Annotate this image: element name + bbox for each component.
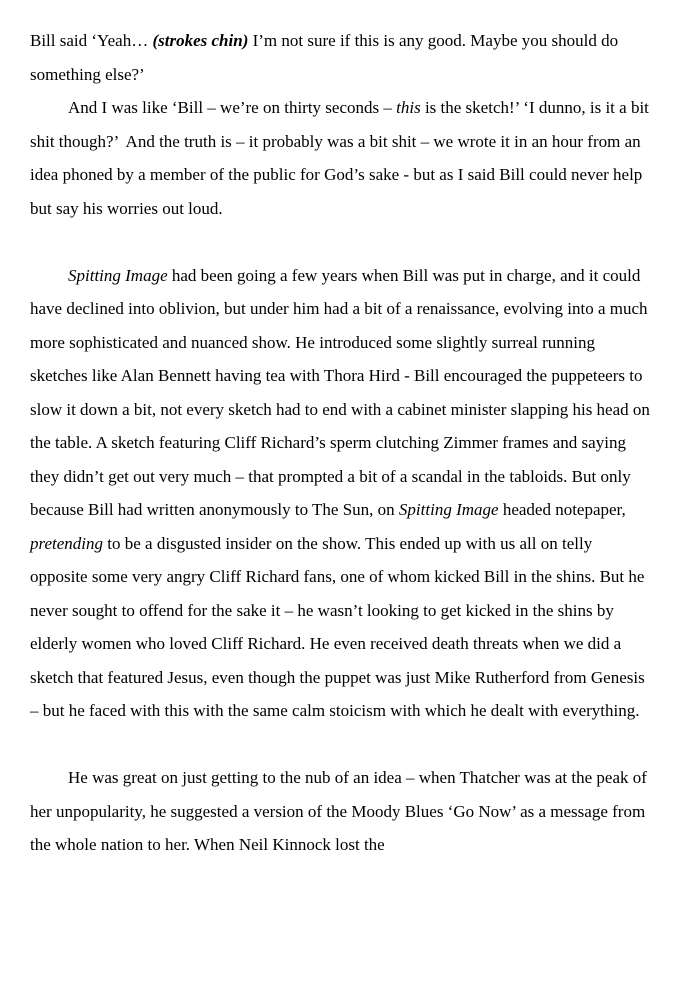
text-run: Bill said ‘Yeah…	[30, 31, 153, 50]
paragraph	[30, 91, 654, 225]
paragraph	[30, 761, 654, 862]
text-run: pretending	[30, 533, 104, 553]
paragraph	[30, 259, 654, 728]
text-run: this	[396, 98, 421, 117]
text-run: headed notepaper,	[498, 500, 631, 519]
text-run: is the sketch!’ ‘I dunno, is it a bit shit though?’ And the truth is – it probably was a bit shit – we wrote it in an hour from an idea phoned by a member of the public for God’s sake - but as I said Bill could never help but say his worries out loud.	[30, 98, 654, 218]
text-run: He was great on just getting to the nub of an idea – when Thatcher was at the peak of her unpopularity, he suggested a version of the Moody Blues ‘Go Now’ as a message from the whole nation to her. When Neil Kinnock lost the	[30, 768, 652, 854]
text-run: (strokes chin)	[152, 31, 249, 50]
text-run: to be a disgusted insider on the show. This ended up with us all on telly opposite some very angry Cliff Richard fans, one of whom kicked Bill in the shins. But he never sought to offend for the sake it – he wasn’t looking to get kicked in the shins by elderly women who loved Cliff Richard. He even received death threats when we did a sketch that featured Jesus, even though the puppet was just Mike Rutherford from Genesis – but he faced with this with the same calm stoicism with which he dealt with everything.	[30, 533, 649, 720]
paragraph	[30, 24, 654, 91]
text-run: Spitting Image	[68, 265, 168, 285]
text-run: And I was like ‘Bill – we’re on thirty seconds –	[68, 98, 397, 117]
text-run: Spitting Image	[398, 500, 499, 519]
text-body	[30, 24, 654, 862]
text-run: had been going a few years when Bill was put in charge, and it could have declined into oblivion, but under him had a bit of a renaissance, evolving into a much more sophisticated and nuanced show. He introduced some slightly surreal running sketches like Alan Bennett having tea with Thora Hird - Bill encouraged the puppeteers to slow it down a bit, not every sketch had to end with a cabinet minister slapping his head on the table. A sketch featuring Cliff Richard’s sperm clutching Zimmer frames and saying they didn’t get out very much – that prompted a bit of a scandal in the tabloids. But only because Bill had written anonymously to The Sun, on	[30, 265, 655, 519]
text-run: I’m not sure if this is any good. Maybe you should do something else?’	[30, 31, 623, 84]
